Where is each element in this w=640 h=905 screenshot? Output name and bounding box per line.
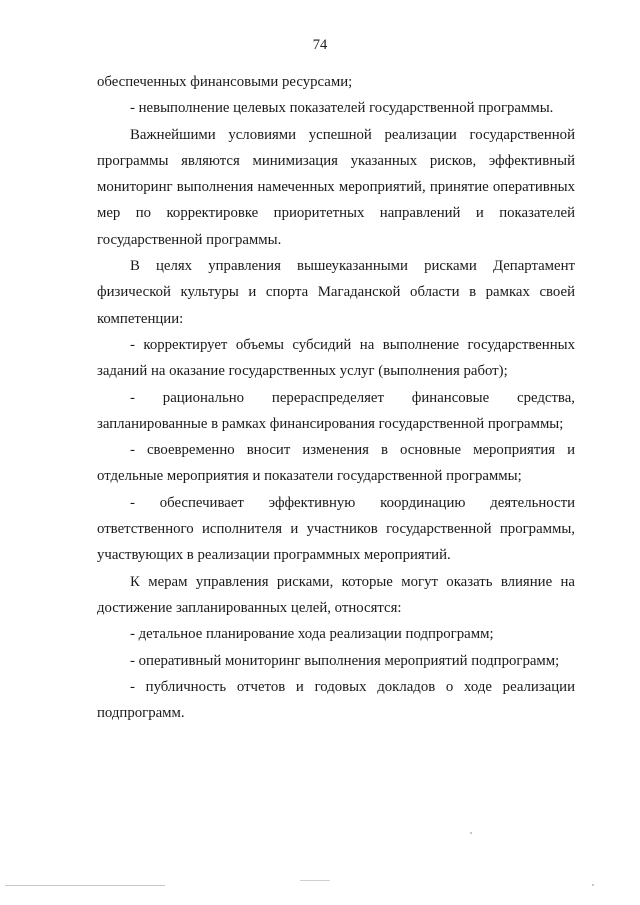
paragraph-conditions: Важнейшими условиями успешной реализации государственной программы являются минимизация указанных рисков, эффективный мониторинг выполнения намеченных мероприятий, принятие оперативных мер по корректировке приоритетных направлений и показателей государственной программы.	[97, 126, 575, 248]
document-body	[97, 69, 575, 726]
paragraph-department: В целях управления вышеуказанными рисками Департамент физической культуры и спорта Магаданской области в рамках своей компетенции:	[97, 258, 575, 327]
list-item-risk-measure: - детальное планирование хода реализации подпрограмм;	[130, 626, 494, 643]
list-item-risk-measure: - публичность отчетов и годовых докладов о ходе реализации подпрограмм.	[97, 678, 575, 722]
paragraph-risk-measures: К мерам управления рисками, которые могут оказать влияние на достижение запланированных целей, относятся:	[97, 573, 575, 616]
list-item-measure: - корректирует объемы субсидий на выполнение государственных заданий на оказание государственных услуг (выполнения работ);	[97, 336, 575, 380]
list-item-risk: - невыполнение целевых показателей государственной программы.	[130, 100, 554, 117]
paragraph-continuation: обеспеченных финансовыми ресурсами;	[97, 74, 353, 90]
list-item-measure: - обеспечивает эффективную координацию деятельности ответственного исполнителя и участников государственной программы, участвующих в реализации программных мероприятий.	[97, 494, 575, 564]
scan-artifact-dot	[470, 832, 472, 834]
list-item-risk-measure: - оперативный мониторинг выполнения мероприятий подпрограмм;	[130, 652, 560, 669]
list-item-measure: - своевременно вносит изменения в основные мероприятия и отдельные мероприятия и показатели государственной программы;	[97, 442, 575, 485]
scan-artifact-dot	[592, 884, 594, 886]
scan-artifact-line	[5, 885, 165, 886]
list-item-measure: - рационально перераспределяет финансовые средства, запланированные в рамках финансирования государственной программы;	[97, 389, 575, 432]
page-number: 74	[312, 37, 328, 53]
scan-artifact-line	[300, 880, 330, 881]
